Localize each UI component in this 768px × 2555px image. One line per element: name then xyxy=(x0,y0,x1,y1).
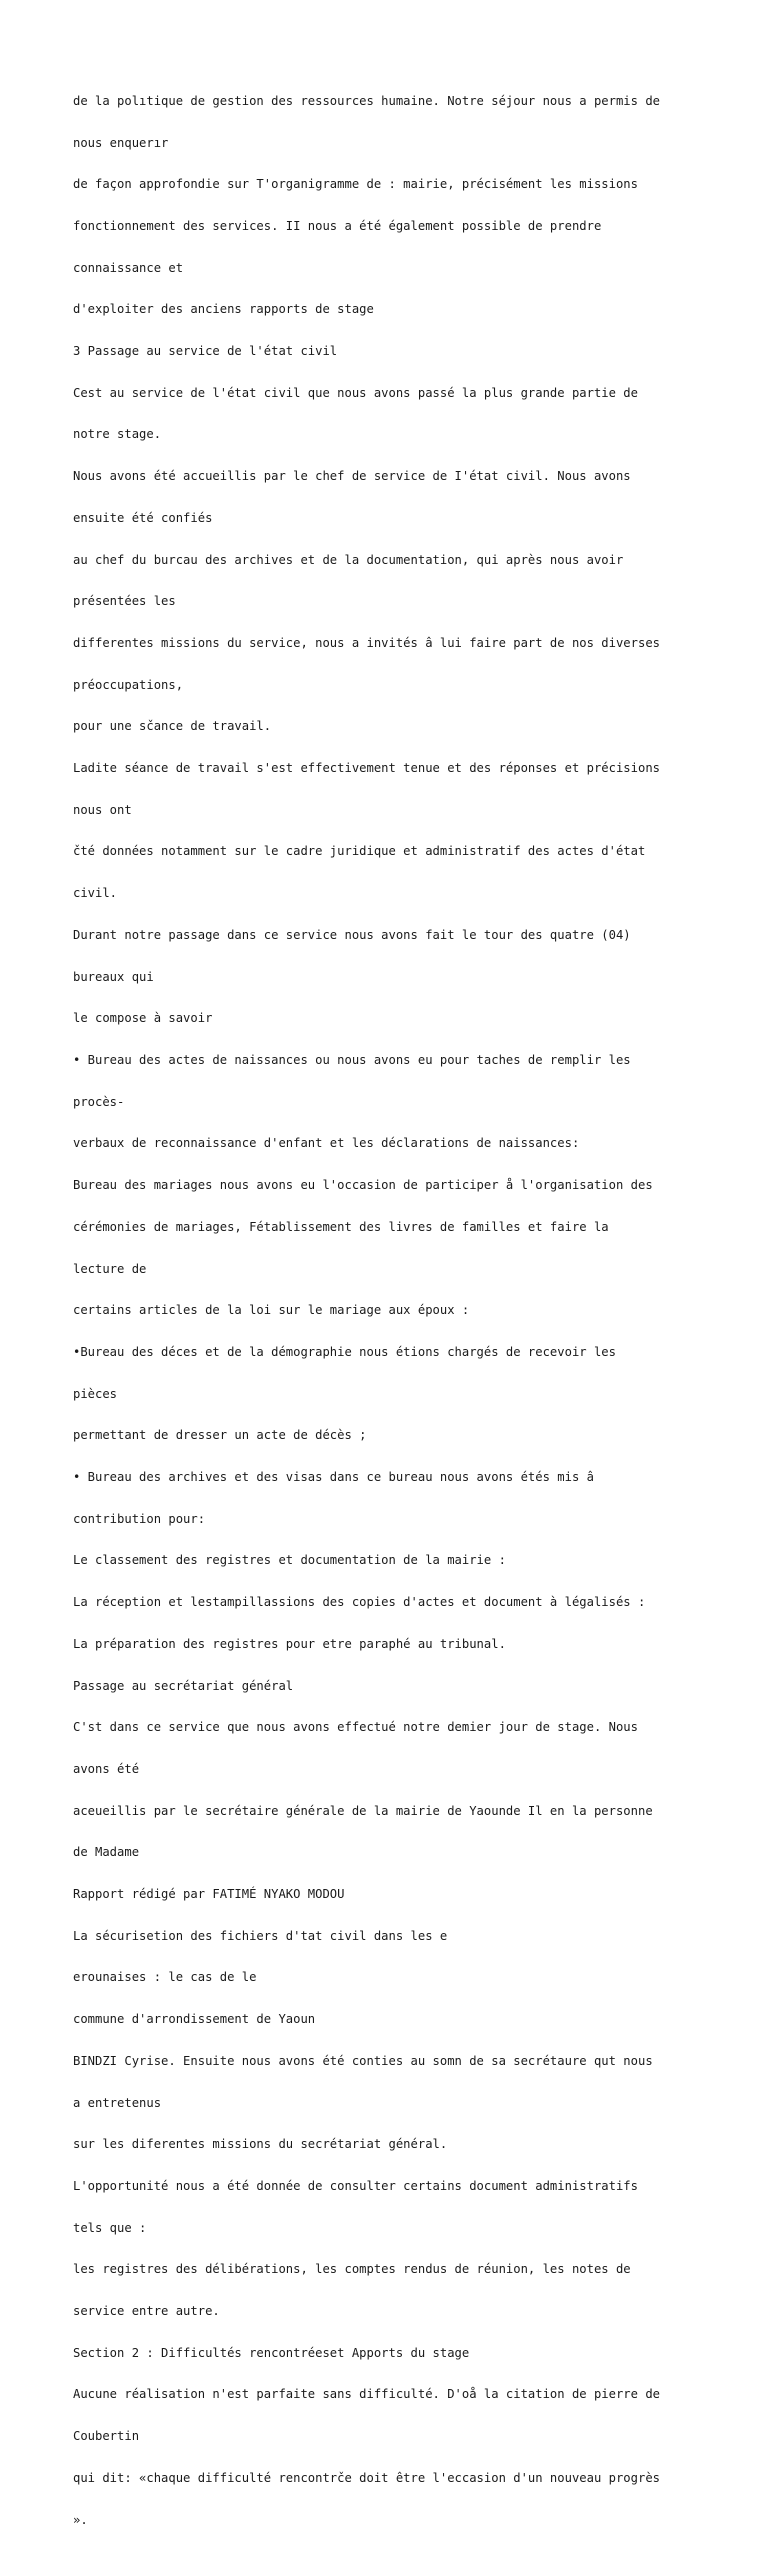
text-line: Bureau des mariages nous avons eu l'occasion de participer å l'organisation des xyxy=(73,1178,653,1193)
text-line: bureaux qui xyxy=(73,969,154,984)
text-line: Rapport rédigé par FATIMÉ NYAKO MODOU xyxy=(73,1887,345,1902)
text-line: présentées les xyxy=(73,594,176,609)
text-line: de Madame xyxy=(73,1845,140,1860)
text-line: cérémonies de mariages, Fétablissement des livres de familles et faire la xyxy=(73,1219,609,1234)
document-text xyxy=(73,67,698,2555)
text-line: d'exploiter des anciens rapports de stage xyxy=(73,302,374,317)
text-line: permettant de dresser un acte de décès ; xyxy=(73,1428,367,1443)
text-line: Ladite séance de travail s'est effectivement tenue et des réponses et précisions xyxy=(73,761,660,776)
text-line: verbaux de reconnaissance d'enfant et les déclarations de naissances: xyxy=(73,1136,580,1151)
text-line: Le classement des registres et documentation de la mairie : xyxy=(73,1553,506,1568)
text-line: Aucune réalisation n'est parfaite sans difficulté. D'oå la citation de pierre de xyxy=(73,2387,660,2402)
text-line: Nous avons été accueillis par le chef de service de I'état civil. Nous avons xyxy=(73,469,631,484)
text-line: aceueillis par le secrétaire générale de la mairie de Yaounde Il en la personne xyxy=(73,1803,653,1818)
text-line: tels que : xyxy=(73,2220,147,2235)
text-line: čté données notamment sur le cadre juridique et administratif des actes d'état xyxy=(73,844,646,859)
text-line: a entretenus xyxy=(73,2095,162,2110)
section-heading: 3 Passage au service de l'état civil xyxy=(73,344,338,359)
text-line: La réception et lestampillassions des copies d'actes et document à légalisés : xyxy=(73,1595,646,1610)
text-line: avons été xyxy=(73,1761,140,1776)
text-line: qui dit: «chaque difficulté rencontrče doit être l'eccasion d'un nouveau progrès xyxy=(73,2470,660,2485)
text-line: contribution pour: xyxy=(73,1511,206,1526)
bullet-item: • Bureau des archives et des visas dans ce bureau nous avons étés mis â xyxy=(73,1470,594,1485)
text-line: procès- xyxy=(73,1094,125,1109)
text-line: préoccupations, xyxy=(73,677,184,692)
text-line: C'st dans ce service que nous avons effectué notre demier jour de stage. Nous xyxy=(73,1720,638,1735)
section-heading: Section 2 : Difficultés rencontréeset Apports du stage xyxy=(73,2345,470,2360)
text-line: La sécurisetion des fichiers d'tat civil dans les e xyxy=(73,1928,448,1943)
text-line: Durant notre passage dans ce service nous avons fait le tour des quatre (04) xyxy=(73,927,631,942)
text-line: connaissance et xyxy=(73,260,184,275)
text-line: Coubertin xyxy=(73,2429,140,2444)
text-line: ensuite été confiés xyxy=(73,510,213,525)
text-line: La préparation des registres pour etre paraphé au tribunal. xyxy=(73,1636,506,1651)
text-line: civil. xyxy=(73,886,118,901)
text-line: le compose à savoir xyxy=(73,1011,213,1026)
text-line: differentes missions du service, nous a invités â lui faire part de nos diverses xyxy=(73,635,660,650)
text-line: de façon approfondie sur T'organigramme de : mairie, précisément les missions xyxy=(73,177,638,192)
text-line: les registres des délibérations, les comptes rendus de réunion, les notes de xyxy=(73,2262,631,2277)
text-line: sur les diferentes missions du secrétariat général. xyxy=(73,2137,448,2152)
text-line: erounaises : le cas de le xyxy=(73,1970,257,1985)
text-line: pièces xyxy=(73,1386,118,1401)
text-line: nous ont xyxy=(73,802,132,817)
text-line: de la polıtique de gestion des ressources humaine. Notre séjour nous a permis de xyxy=(73,93,660,108)
text-line: commune d'arrondissement de Yaoun xyxy=(73,2012,316,2027)
bullet-item: • Bureau des actes de naissances ou nous avons eu pour taches de remplir les xyxy=(73,1052,631,1067)
text-line: certains articles de la loi sur le mariage aux époux : xyxy=(73,1303,470,1318)
text-line: service entre autre. xyxy=(73,2304,220,2319)
text-line: fonctionnement des services. II nous a été également possible de prendre xyxy=(73,218,602,233)
text-line: ». xyxy=(73,2512,88,2527)
text-line: nous enquerır xyxy=(73,135,169,150)
section-heading: Passage au secrétariat général xyxy=(73,1678,294,1693)
text-line: L'opportunité nous a été donnée de consulter certains document administratifs xyxy=(73,2178,638,2193)
text-line: lecture de xyxy=(73,1261,147,1276)
text-line: Cest au service de l'état civil que nous avons passé la plus grande partie de xyxy=(73,385,638,400)
text-line: au chef du burcau des archives et de la documentation, qui après nous avoir xyxy=(73,552,624,567)
text-line: notre stage. xyxy=(73,427,162,442)
text-line: BINDZI Cyrise. Ensuite nous avons été conties au somn de sa secrétaure qut nous xyxy=(73,2053,653,2068)
bullet-item: •Bureau des déces et de la démographie nous étions chargés de recevoir les xyxy=(73,1344,616,1359)
text-line: pour une sčance de travail. xyxy=(73,719,272,734)
